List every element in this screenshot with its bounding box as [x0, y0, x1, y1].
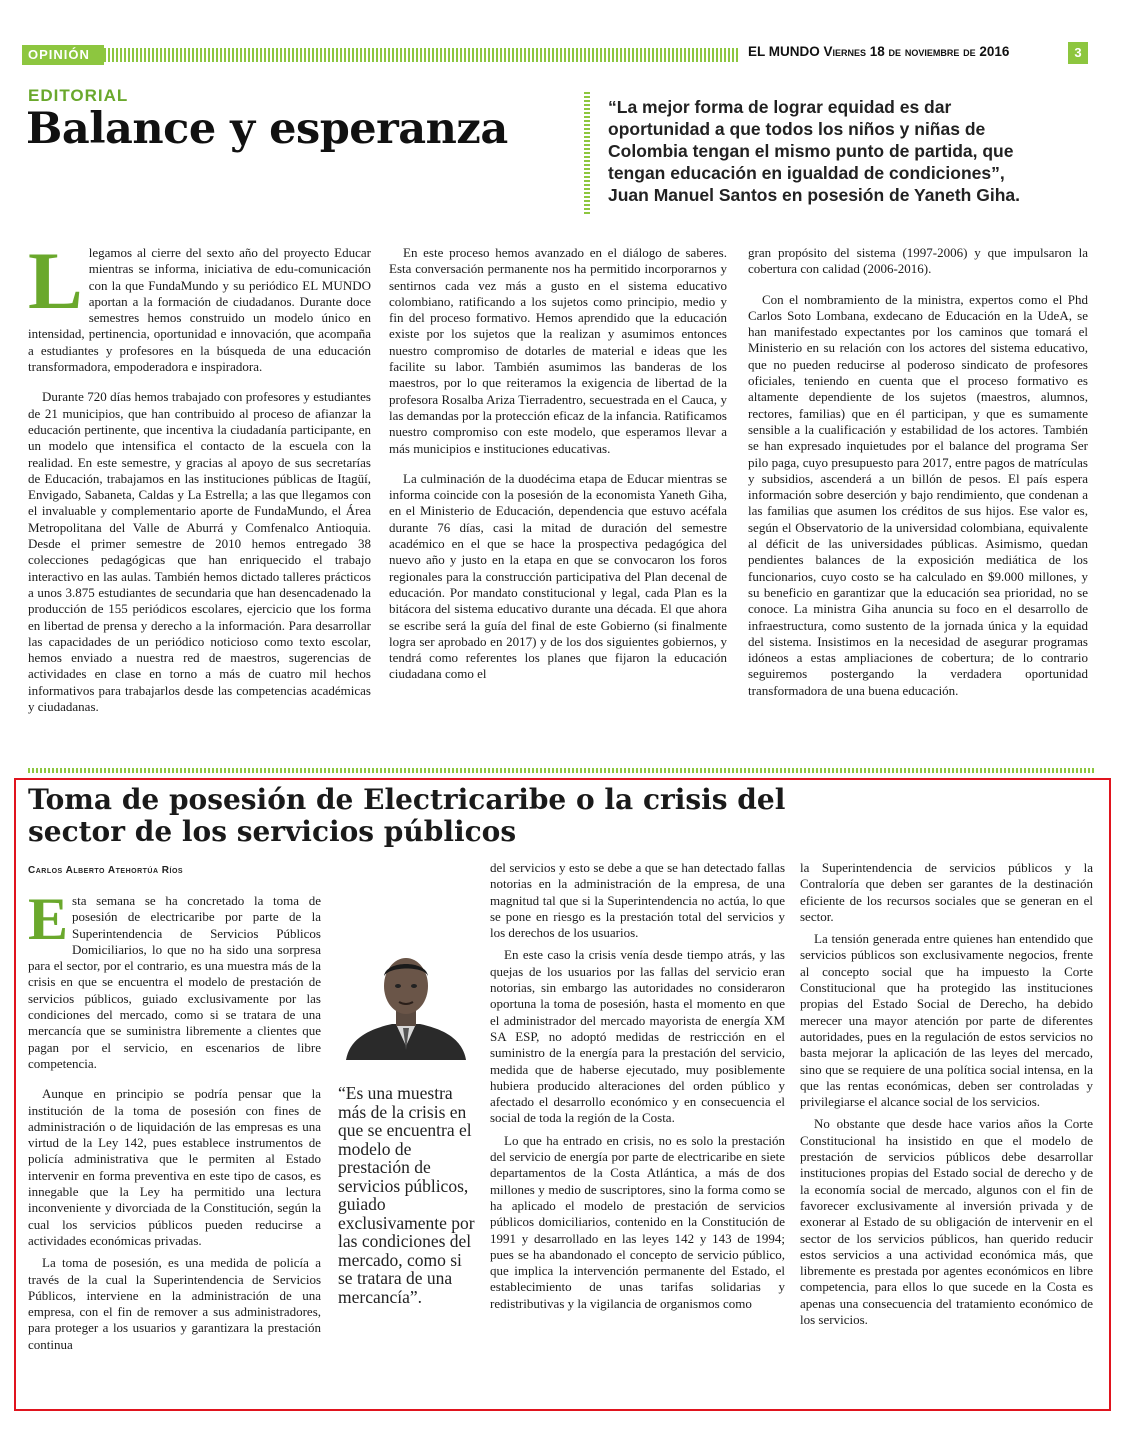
article-title: Toma de posesión de Electricaribe o la crisis del sector de los servicios públicos [28, 783, 786, 848]
byline: Carlos Alberto Atehortúa Ríos [28, 865, 184, 876]
newspaper-name: EL MUNDO [748, 44, 820, 59]
article-paragraph: En este caso la crisis venía desde tiempo atrás, y las quejas de los usuarios por las fallas del servicio eran notorias, sin embargo las autoridades no consideraron oportuna la toma de posesión, hasta el momento en que el administrador del mercado mayorista de energía XM SA ESP, no adoptó medidas de restricción en el suministro de la energía para la prestación del servicio, medida que de haberse ejecutado, muy posiblemente hubiera producido alteraciones del orden público y afectado el desarrollo económico y en consecuencia el social de toda la región de la Costa. [490, 947, 785, 1126]
article-paragraph [28, 886, 321, 1072]
article-column-2 [490, 860, 785, 1326]
article-paragraph: No obstante que desde hace varios años la Corte Constitucional ha insistido en que el modelo de prestación de servicios públicos debe desarrollar instituciones propias del Estado social de derecho y de la economía social de mercado, algunos con el fin de favorecer exclusivamente al inversión privada y de exonerar al Estado de su obligación de intervenir en el sector de los servicios públicos, han querido reducir estos servicios a una actividad económica más, que libremente es prestada por agentes económicos en libre competencia, para ellos lo que sucede en la Costa es apenas una consecuencia del tratamiento económico de los servicios. [800, 1116, 1093, 1328]
editorial-paragraph: Con el nombramiento de la ministra, expertos como el Phd Carlos Soto Lombana, exdecano de Educación en la UdeA, se han manifestado expectantes por los caminos que tomará el Ministerio en su relación con los actores del sistema educativo, que no pueden reducirse al poderoso sindicato de profesores oficiales, teniendo en cuenta que el proceso formativo es altamente dependiente de los sujetos (maestros, alumnos, rectores, familias) que en él participan, y que es sumamente sensible a la cualificación y estabilidad de los actores. También se han expresado inquietudes por el balance del programa Ser pilo paga, cuyo presupuesto para 2017, entre pagos de matrículas y subsidios, ascenderá a un billón de pesos. El país espera información sobre deserción y bajo rendimiento, que condenan a las familias que asumen los créditos de sus hijos. Ese valor es, según el Observatorio de la universidad colombiana, equivalente al déficit de las universidades públicas. Asimismo, quedan pendientes balances de la exposición mediática de los funcionarios, cuyo costo se ha calculado en $9.000 millones, y su beneficio en garantizar que la educación sea prioridad, no se conoce. La ministra Giha anuncia su foco en el desarrollo de infraestructura, como sustento de la jornada única y la equidad del sistema. Insistimos en la necesidad de asegurar programas idóneos a estas ampliaciones de cobertura; de lo contrario seguiremos postergando la verdadera oportunidad transformadora de una buena educación. [748, 291, 1088, 698]
masthead [748, 44, 1009, 59]
article-paragraph: la Superintendencia de servicios públicos y la Contraloría que deben ser garantes de la destinación eficiente de los recursos sociales que se generan en el sector. [800, 860, 1093, 924]
header-rule [104, 48, 740, 62]
quote-rule [584, 92, 590, 214]
editorial-paragraph: La culminación de la duodécima etapa de Educar mientras se informa coincide con la posesión de la economista Yaneth Giha, en el Ministerio de Educación, dependencia que estuvo acéfala durante 76 días, casi la mitad de duración del semestre académico en el que se hace la prospectiva pedagógica del nuevo año y justo en la etapa en que se convocaron los foros regionales para la construcción participativa del Plan decenal de educación. Por mandato constitucional y legal, cada Plan es la bitácora del sistema educativo durante una década. El que ahora se escribe será la guía del final de este Gobierno (si finalmente logra ser aprobado en 2017) y de los dos siguientes gobiernos, y tendrá como referentes los planes que fijaron la educación ciudadana como el [389, 470, 727, 682]
editorial-column-1 [28, 235, 371, 729]
article-paragraph: Aunque en principio se podría pensar que la institución de la toma de posesión con fines de administración o de liquidación de las empresas es una virtud de la Ley 142, pues establece instrumentos de policía administrativa que le permiten al Estado intervenir en forma preventiva en este tipo de casos, es innegable que la Ley ha permitido una lectura inconveniente y divorciada de la Constitución, según la cual los servicios públicos pueden reducirse a actividades económicas privadas. [28, 1086, 321, 1248]
section-label: EDITORIAL [28, 86, 129, 105]
editorial-title: Balance y esperanza [26, 104, 508, 154]
paragraph-text: legamos al cierre del sexto año del proyecto Educar mientras se informa, iniciativa de edu-comunicación con la que FundaMundo y su periódico EL MUNDO aportan a la formación de ciudadanos. Durante doce semestres hemos construido un modelo único en intensidad, pertinencia, oportunidad e innovación, que acompaña a estudiantes y profesores en la búsqueda de una educación transformadora, empoderadora e inspiradora. [28, 245, 371, 375]
drop-cap: L [28, 235, 83, 326]
article-column-1 [28, 886, 321, 1367]
paragraph-text: sta semana se ha concretado la toma de posesión de electricaribe por parte de la Superintendencia de Servicios Públicos Domiciliarios, lo que no ha sido una sorpresa para el sector, por el contrario, es una muestra más de la crisis en que se encuentra el modelo de prestación de servicios públicos, guiado exclusivamente por las condiciones del mercado, como si se tratara de una mercancía que se suministra libremente a clientes que pagan por el servicio, en escenarios de libre competencia. [28, 893, 321, 1071]
article-paragraph: del servicios y esto se debe a que se han detectado fallas notorias en la administración de la empresa, de una magnitud tal que si la Superintendencia no actúa, lo que se pone en riesgo es la prestación total del servicios y los derechos de los usuarios. [490, 860, 785, 941]
page-number: 3 [1068, 42, 1088, 64]
section-tab: OPINIÓN [22, 45, 104, 65]
drop-cap: E [28, 886, 69, 952]
editorial-paragraph: Durante 720 días hemos trabajado con profesores y estudiantes de 21 municipios, que han contribuido al proceso de afianzar la educación pertinente, que incentiva la ciudadanía participante, en un modelo que intensifica el contacto de la escuela con la realidad. En este semestre, y gracias al apoyo de sus secretarías de Educación, trabajamos en las instituciones públicas de Itagüí, Envigado, Sabaneta, Caldas y La Estrella; a las que llegamos con el invaluable y complementario aporte de FundaMundo, el Área Metropolitana del Valle de Aburrá y Comfenalco Antioquia. Desde el primer semestre de 2010 hemos entregado 38 colecciones pedagógicas que han enriquecido el trabajo interactivo en las aulas. También hemos dictado talleres prácticos a unos 3.875 estudiantes de secundaria que han desencadenado la producción de 155 periódicos escolares, ejercicio que los forma en libertad de prensa y derecho a la información. Para desarrollar las capacidades de un periódico noticioso como texto escolar, hemos enviado a nuestra red de maestros, sugerencias de actividades en clase en torno a más de cuatro mil hechos informativos para trabajarlos desde las competencias académicas y ciudadanas. [28, 389, 371, 715]
editorial-column-2 [389, 245, 727, 697]
article-paragraph: Lo que ha entrado en crisis, no es solo la prestación del servicio de energía por parte de electricaribe en siete departamentos de la Costa Atlántica, a más de dos millones y medio de suscriptores, sino la forma como se ha aplicado el modelo de prestación de servicios públicos domiciliarios, contenido en la Constitución de 1991 y desarrollado en las leyes 142 y 143 de 1994; pues se ha abandonado el concepto de servicio público, que implica la intervención permanente del Estado, el establecimiento de unas tarifas solidarias y redistributivas y la vigilancia de organismos como [490, 1132, 785, 1311]
article-paragraph: La toma de posesión, es una medida de policía a través de la cual la Superintendencia de Servicios Públicos, interviene en la administración de una empresa, con el fin de remover a sus administradores, para proteger a los usuarios y garantizara la prestación continua [28, 1255, 321, 1352]
article-column-3 [800, 860, 1093, 1342]
editorial-paragraph: En este proceso hemos avanzado en el diálogo de saberes. Esta conversación permanente nos ha permitido incorporarnos y sentirnos cada vez más a gusto en el sistema educativo colombiano, ratificando a los sujetos como principio, medio y fin del proceso formativo. Hemos aprendido que la educación existe por los sujetos que la realizan y asumimos entonces nuestro compromiso de dotarles de material e ideas que les facilite su labor. También asumimos las banderas de los maestros, por lo que reiteramos la exigencia de libertad de la profesora Rosalba Ariza Tierradentro, secuestrada en el Cauca, y las demandas por la protección eficaz de la infancia. Ratificamos nuestro compromiso con este modelo, que esperamos llevar a más municipios e instituciones educativas. [389, 245, 727, 456]
editorial-paragraph: gran propósito del sistema (1997-2006) y que impulsaron la cobertura con calidad (2006-2016). [748, 245, 1088, 277]
editorial-column-3 [748, 245, 1088, 713]
section-divider [28, 768, 1094, 773]
article-paragraph: La tensión generada entre quienes han entendido que servicios públicos son exclusivamente negocios, frente al concepto social que ha impuesto la Corte Constitucional que ha protegido las instituciones propias del Estado Social de Derecho, ha debido merecer una mayor atención por parte de diferentes autoridades, pues en la regulación de estos servicios no basta mejorar la aplicación de las leyes del mercado, sino que se requiere de una política social intensa, en la que las rentas económicas, deben ser controladas y privilegiarse el alcance social de los servicios. [800, 931, 1093, 1110]
issue-date: Viernes 18 de noviembre de 2016 [823, 44, 1010, 59]
article-pull-quote: “Es una muestra más de la crisis en que se encuentra el modelo de prestación de servicios públicos, guiado exclusivamente por las condiciones del mercado, como si se tratara de una mercancía”. [338, 1083, 475, 1307]
editorial-paragraph [28, 235, 371, 375]
editorial-pull-quote: “La mejor forma de lograr equidad es dar oportunidad a que todos los niños y niñas de Colombia tengan el mismo punto de partida, que tengan educación en igualdad de condiciones”, Juan Manuel Santos en posesión de Yaneth Giha. [608, 97, 1020, 205]
author-photo [336, 950, 476, 1060]
